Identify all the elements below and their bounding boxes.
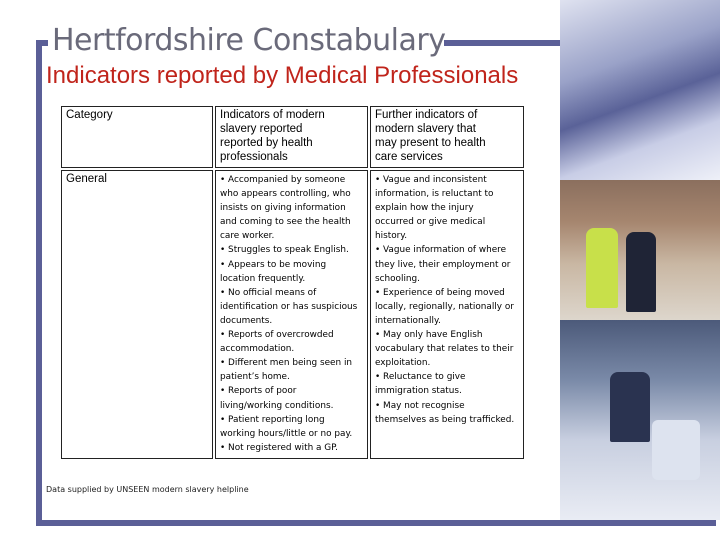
cell-line: internationally.	[375, 315, 441, 326]
page-title: Indicators reported by Medical Professionals	[46, 62, 519, 89]
cell-line: • Accompanied by someone	[220, 175, 346, 185]
brand-logo-text: Hertfordshire Constabulary	[52, 23, 446, 58]
cell-line: accommodation.	[220, 344, 295, 355]
reported-indicators-cell	[215, 170, 368, 459]
cell-line: • Reports of poor	[220, 386, 297, 397]
cell-line: immigration status.	[375, 386, 462, 397]
cell-line: living/working conditions.	[220, 400, 334, 411]
cell-line: • Patient reporting long	[220, 414, 325, 425]
cell-line: Further indicators of	[375, 109, 478, 121]
header-cell-category	[61, 106, 213, 168]
cell-line: care services	[375, 151, 443, 163]
cell-line: • Different men being seen in	[220, 358, 353, 369]
cell-line: • No official means of	[220, 287, 317, 298]
cell-line: • Appears to be moving	[220, 259, 327, 270]
cell-line: • Not registered with a GP.	[220, 442, 338, 453]
frame-left-bar	[36, 40, 42, 526]
cell-line: reported by health	[220, 137, 313, 149]
category-cell: General	[61, 170, 213, 459]
cell-line: locally, regionally, nationally or	[375, 301, 514, 312]
cell-line: occurred or give medical	[375, 217, 486, 228]
cell-line: • May only have English	[375, 330, 483, 341]
cell-line: information, is reluctant to	[375, 189, 494, 200]
cell-line: slavery reported	[220, 123, 303, 135]
cell-line: care worker.	[220, 231, 275, 242]
cell-line: history.	[375, 231, 408, 242]
cell-line: professionals	[220, 151, 288, 163]
cell-line: insists on giving information	[220, 203, 346, 214]
cell-line: modern slavery that	[375, 123, 476, 135]
table-row	[61, 170, 524, 459]
cell-line: location frequently.	[220, 273, 306, 284]
cell-line: • Experience of being moved	[375, 287, 505, 298]
cell-line: • Vague information of where	[375, 245, 507, 256]
cell-line: • Reports of overcrowded	[220, 330, 334, 341]
cell-line: Indicators of modern	[220, 109, 325, 121]
cell-line: schooling.	[375, 273, 420, 284]
indicators-table	[59, 104, 526, 461]
further-indicators-cell	[370, 170, 524, 459]
cell-line: they live, their employment or	[375, 259, 511, 270]
header-cell-reported-indicators	[215, 106, 368, 168]
cell-line: • May not recognise	[375, 400, 465, 411]
cell-line: documents.	[220, 315, 273, 326]
cell-line: • Vague and inconsistent	[375, 175, 487, 185]
cell-line: explain how the injury	[375, 203, 474, 214]
cell-line: who appears controlling, who	[220, 189, 351, 200]
cell-line: exploitation.	[375, 358, 431, 369]
abstract-photo	[560, 0, 720, 180]
header-cell-further-indicators	[370, 106, 524, 168]
officer-figure	[626, 232, 656, 312]
table-header-row	[61, 106, 524, 168]
cell-line: • Struggles to speak English.	[220, 245, 349, 256]
cell-line: may present to health	[375, 137, 486, 149]
photo-collage	[560, 0, 720, 520]
cell-line: and coming to see the health	[220, 217, 351, 228]
officer-figure	[610, 372, 650, 442]
frame-bottom-bar	[36, 520, 716, 526]
officer-figure	[652, 420, 700, 480]
officer-figure	[586, 228, 618, 308]
cell-line: Category	[66, 109, 113, 121]
cell-line: vocabulary that relates to their	[375, 344, 514, 355]
cell-line: themselves as being trafficked.	[375, 414, 515, 425]
cell-line: working hours/little or no pay.	[220, 428, 353, 439]
cell-line: • Reluctance to give	[375, 372, 466, 383]
cell-line: identification or has suspicious	[220, 301, 358, 312]
cell-line: patient’s home.	[220, 372, 290, 383]
source-footnote: Data supplied by UNSEEN modern slavery helpline	[46, 485, 249, 494]
